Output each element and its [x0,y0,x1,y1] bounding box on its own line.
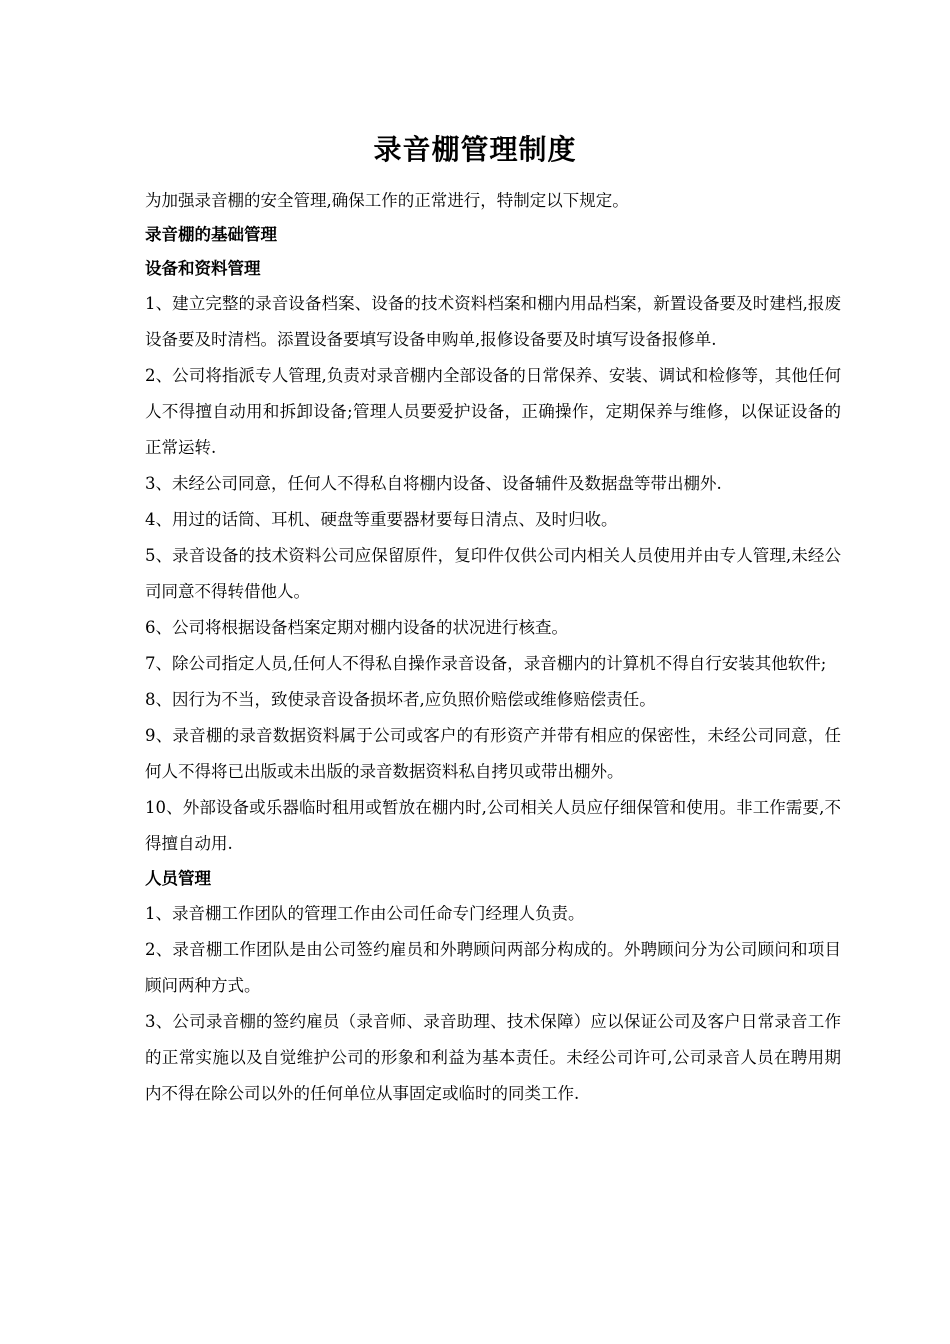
equipment-item: 5、录音设备的技术资料公司应保留原件，复印件仅供公司内相关人员使用并由专人管理,未经公司同意不得转借他人。 [145,546,841,601]
personnel-item: 3、公司录音棚的签约雇员（录音师、录音助理、技术保障）应以保证公司及客户日常录音工作的正常实施以及自觉维护公司的形象和利益为基本责任。未经公司许可,公司录音人员在聘用期内不得在除公司以外的任何单位从事固定或临时的同类工作. [145,1012,841,1103]
document-title: 录音棚管理制度 [373,133,577,166]
equipment-item: 4、用过的话筒、耳机、硬盘等重要器材要每日清点、及时归收。 [145,510,618,529]
equipment-item: 8、因行为不当，致使录音设备损坏者,应负照价赔偿或维修赔偿责任。 [145,690,656,709]
document-body [145,184,841,1112]
equipment-item: 1、建立完整的录音设备档案、设备的技术资料档案和棚内用品档案，新置设备要及时建档,报废设备要及时清档。添置设备要填写设备申购单,报修设备要及时填写设备报修单. [145,294,841,349]
equipment-item: 9、录音棚的录音数据资料属于公司或客户的有形资产并带有相应的保密性，未经公司同意，任何人不得将已出版或未出版的录音数据资料私自拷贝或带出棚外。 [145,726,841,781]
equipment-item: 7、除公司指定人员,任何人不得私自操作录音设备，录音棚内的计算机不得自行安装其他软件; [145,654,827,673]
subsection-heading-personnel: 人员管理 [145,869,211,888]
equipment-item: 10、外部设备或乐器临时租用或暂放在棚内时,公司相关人员应仔细保管和使用。非工作需要,不得擅自动用. [145,798,841,853]
equipment-item: 2、公司将指派专人管理,负责对录音棚内全部设备的日常保养、安装、调试和检修等，其他任何人不得擅自动用和拆卸设备;管理人员要爱护设备，正确操作，定期保养与维修，以保证设备的正常运转. [145,366,841,457]
subsection-heading-equipment: 设备和资料管理 [145,259,261,278]
section-heading-basic: 录音棚的基础管理 [145,225,277,244]
equipment-item: 6、公司将根据设备档案定期对棚内设备的状况进行核查。 [145,618,568,637]
equipment-item: 3、未经公司同意，任何人不得私自将棚内设备、设备辅件及数据盘等带出棚外. [145,474,722,493]
intro-paragraph: 为加强录音棚的安全管理,确保工作的正常进行，特制定以下规定。 [145,191,629,210]
personnel-item: 1、录音棚工作团队的管理工作由公司任命专门经理人负责。 [145,904,585,923]
personnel-item: 2、录音棚工作团队是由公司签约雇员和外聘顾问两部分构成的。外聘顾问分为公司顾问和项目顾问两种方式。 [145,940,841,995]
